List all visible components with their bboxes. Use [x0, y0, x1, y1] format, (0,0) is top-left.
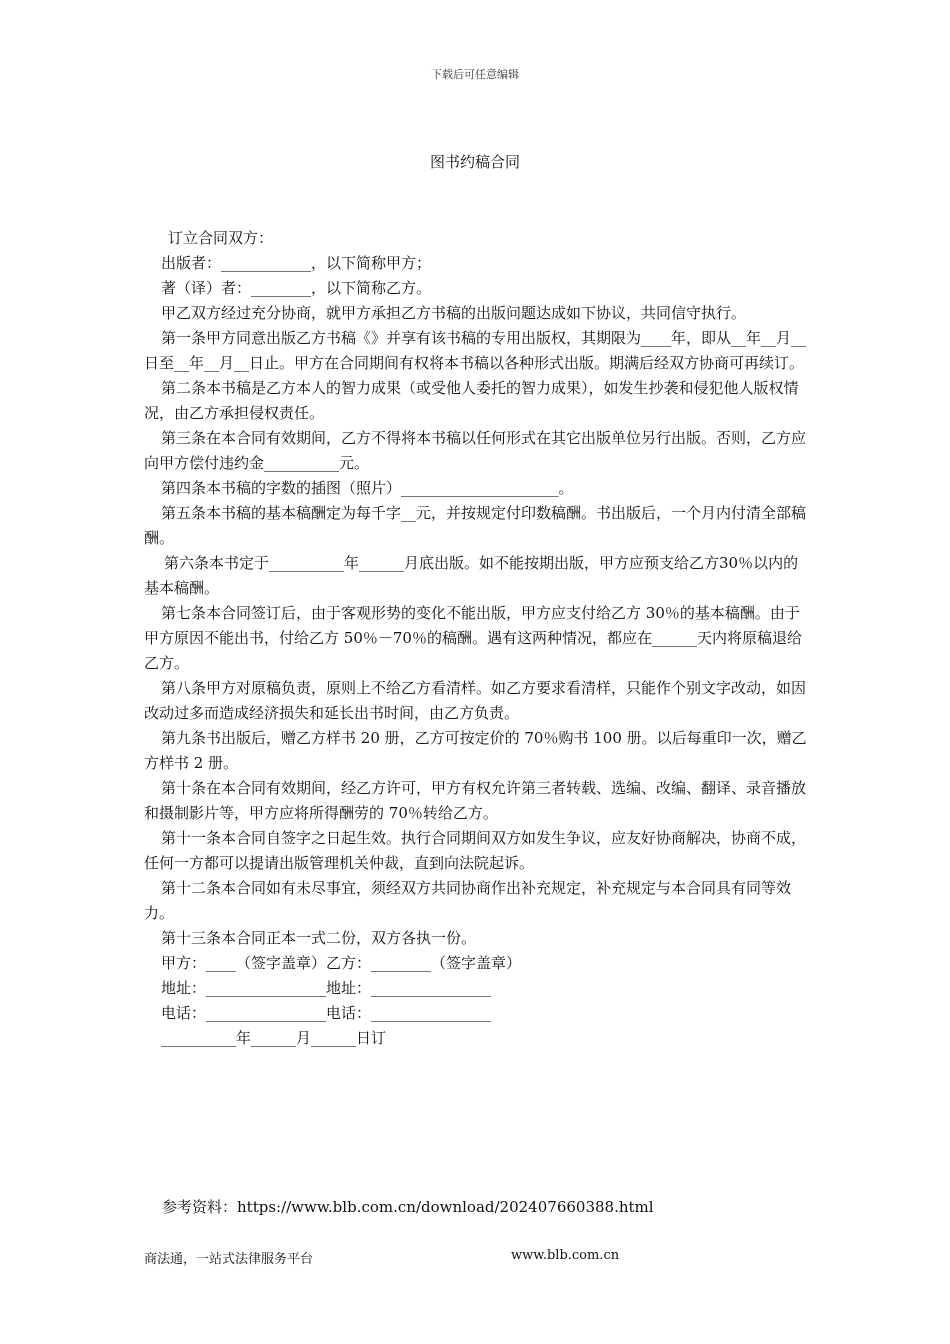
- article-4: 第四条本书稿的字数的插图（照片）_____________________。: [161, 479, 574, 497]
- article-5: 第五条本书稿的基本稿酬定为每千字__元，并按规定付印数稿酬。书出版后，一个月内付清全部稿酬。: [144, 504, 807, 547]
- contract-body: [144, 226, 812, 1051]
- publisher-line: 出版者：____________，以下简称甲方；: [161, 254, 432, 272]
- date-line: __________年______月______日订: [161, 1029, 387, 1047]
- parties-intro: 订立合同双方：: [168, 229, 274, 247]
- article-11: 第十一条本合同自签字之日起生效。执行合同期间双方如发生争议，应友好协商解决，协商不成，任何一方都可以提请出版管理机关仲裁，直到向法院起诉。: [144, 829, 807, 872]
- article-1: 第一条甲方同意出版乙方书稿《》并享有该书稿的专用出版权，其期限为____年，即从__年__月__日至__年__月__日止。甲方在合同期间有权将本书稿以各种形式出版。期满后经双方协商可再续订。: [144, 329, 807, 372]
- address-line: 地址：________________地址：________________: [161, 979, 492, 997]
- article-10: 第十条在本合同有效期间，经乙方许可，甲方有权允许第三者转载、选编、改编、翻译、录音播放和摄制影片等，甲方应将所得酬劳的 70％转给乙方。: [144, 779, 807, 822]
- article-3: 第三条在本合同有效期间，乙方不得将本书稿以任何形式在其它出版单位另行出版。否则，乙方应向甲方偿付违约金__________元。: [144, 429, 807, 472]
- article-12: 第十二条本合同如有未尽事宜，须经双方共同协商作出补充规定，补充规定与本合同具有同等效力。: [144, 879, 792, 922]
- reference-link: 参考资料：https://www.blb.com.cn/download/202407660388.html: [162, 1198, 654, 1216]
- footer-brand: 商法通，一站式法律服务平台: [144, 1252, 314, 1267]
- header-note: 下载后可任意编辑: [431, 68, 519, 81]
- author-line: 著（译）者：________，以下简称乙方。: [161, 279, 432, 297]
- article-2: 第二条本书稿是乙方本人的智力成果（或受他人委托的智力成果），如发生抄袭和侵犯他人版权情况，由乙方承担侵权责任。: [144, 379, 799, 422]
- article-6: 第六条本书定于__________年______月底出版。如不能按期出版，甲方应预支给乙方30％以内的基本稿酬。: [144, 554, 799, 597]
- article-7: 第七条本合同签订后，由于客观形势的变化不能出版，甲方应支付给乙方 30％的基本稿酬。由于甲方原因不能出书，付给乙方 50％－70％的稿酬。遇有这两种情况，都应在______天内将原稿退给乙方。: [144, 604, 802, 672]
- article-9: 第九条书出版后，赠乙方样书 20 册，乙方可按定价的 70％购书 100 册。以后每重印一次，赠乙方样书 2 册。: [144, 729, 807, 772]
- article-13: 第十三条本合同正本一式二份，双方各执一份。: [161, 929, 477, 947]
- article-8: 第八条甲方对原稿负责，原则上不给乙方看清样。如乙方要求看清样，只能作个别文字改动，如因改动过多而造成经济损失和延长出书时间，由乙方负责。: [144, 679, 807, 722]
- document-title: 图书约稿合同: [429, 153, 520, 171]
- footer-url: www.blb.com.cn: [511, 1248, 620, 1263]
- preamble: 甲乙双方经过充分协商，就甲方承担乙方书稿的出版问题达成如下协议，共同信守执行。: [161, 304, 747, 322]
- signature-line: 甲方：____（签字盖章）乙方：________（签字盖章）: [161, 954, 522, 972]
- phone-line: 电话：________________电话：________________: [161, 1004, 492, 1022]
